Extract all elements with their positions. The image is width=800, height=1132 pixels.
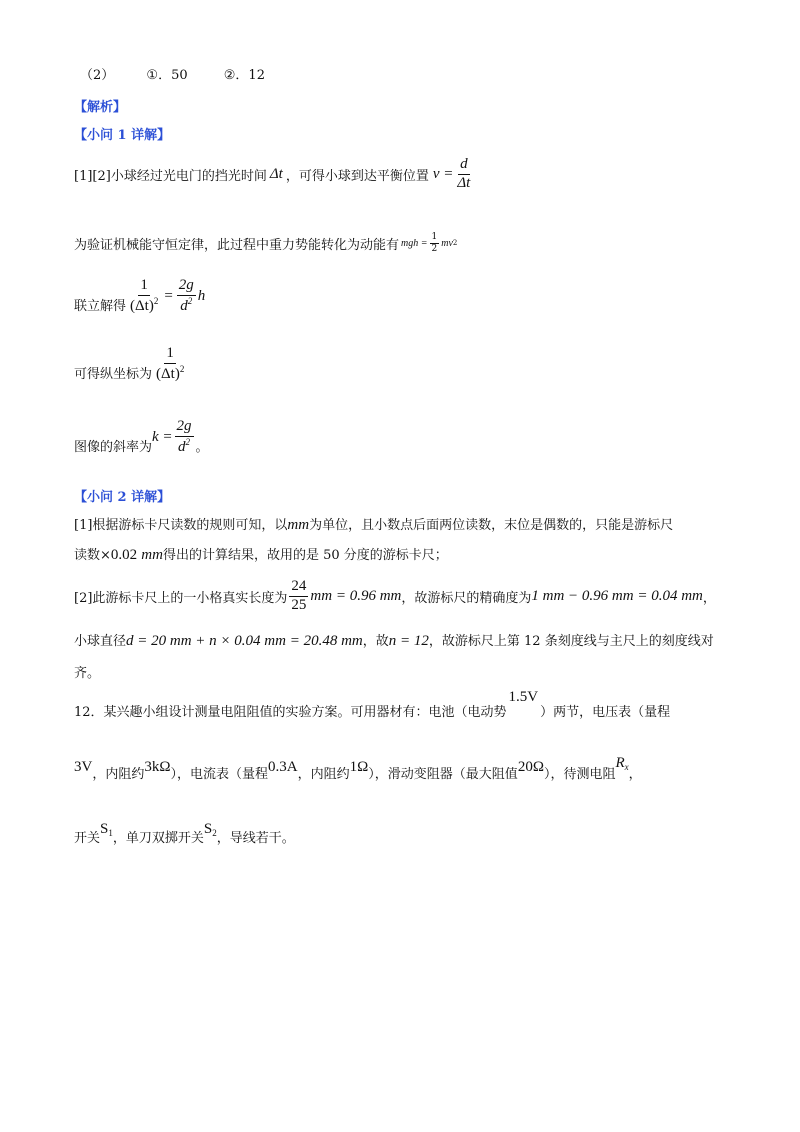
energy-rhs: mv <box>441 237 453 249</box>
q2-line-1-b: 为单位，且小数点后面两位读数，末位是偶数的，只能是游标尺 <box>309 518 674 533</box>
q2-line-1-a: [1]根据游标卡尺读数的规则可知，以 <box>74 518 288 533</box>
q1-line-4 <box>74 342 188 386</box>
answer-line <box>80 64 265 83</box>
slope-numerator: 2g <box>175 418 194 436</box>
unit-length-numerator: 24 <box>289 578 308 596</box>
q1-line-5 <box>74 414 209 460</box>
q1-line-5-end: 。 <box>195 439 209 455</box>
velocity-fraction <box>455 156 472 192</box>
q12-line-2-d: ），电流表（量程 <box>170 767 269 782</box>
slope-lhs: k = <box>152 428 173 445</box>
q2-line-4-c: ，故 <box>362 634 389 649</box>
answer-option-1: ①．50 <box>146 68 188 83</box>
precision-value: 0.02 <box>110 547 138 563</box>
s1-symbol: $S_1$ <box>100 821 113 838</box>
q12-line-2-g: ），待测电阻 <box>543 767 616 782</box>
ordinate-fraction <box>154 345 186 383</box>
precision-equation: 1 mm − 0.96 mm = 0.04 mm <box>531 587 703 604</box>
q1-line-2-text: 为验证机械能守恒定律，此过程中重力势能转化为动能有 <box>74 237 400 253</box>
q2-line-2-b: 得出的计算结果，故用的是 50 分度的游标卡尺； <box>162 548 448 563</box>
q1-line-4-text: 可得纵坐标为 <box>74 366 153 382</box>
unit-mm-2: mm <box>141 547 163 563</box>
solve-equals: = <box>164 287 173 304</box>
q2-line-4 <box>74 630 714 650</box>
q2-line-2-a: 读数× <box>74 548 111 563</box>
energy-fraction <box>430 232 440 254</box>
answer-option-2: ②．12 <box>223 68 265 83</box>
q12-line-3-i: 开关 <box>74 831 101 846</box>
q2-line-3-a: [2]此游标卡尺上的一小格真实长度为 <box>74 590 288 606</box>
solve-rhs-fraction <box>177 277 196 315</box>
analysis-heading: 【解析】 <box>74 100 127 115</box>
q1-line-2 <box>74 226 457 260</box>
rheostat-max: 20Ω <box>517 759 544 775</box>
unit-length-result: mm = 0.96 mm <box>310 587 402 604</box>
q2-line-3-e: ， <box>702 590 716 606</box>
slope-fraction <box>175 418 194 456</box>
solve-lhs-fraction <box>128 277 160 315</box>
n-equation: n = 12 <box>388 633 429 649</box>
ordinate-numerator: 1 <box>164 345 176 363</box>
solve-lhs-numerator: 1 <box>138 277 150 295</box>
slope-denominator: $d^2$ <box>178 436 191 455</box>
q2-line-4-a: 小球直径 <box>74 634 127 649</box>
q12-line-1-a: 12．某兴趣小组设计测量电阻阻值的实验方案。可用器材有：电池（电动势 <box>74 705 507 720</box>
unit-length-fraction <box>289 578 308 614</box>
q2-line-2 <box>74 544 448 564</box>
q12-line-2-h: ， <box>628 767 642 782</box>
q12-line-1 <box>74 690 670 720</box>
solve-lhs-denominator: $(\Delta t)^2$ <box>130 295 159 314</box>
q2-line-5: 齐。 <box>74 666 101 681</box>
ammeter-resistance: 1Ω <box>349 759 369 775</box>
q12-line-1-b: ）两节，电压表（量程 <box>540 705 671 720</box>
q1-line-3 <box>74 272 205 320</box>
q1-line-3-text: 联立解得 <box>74 298 127 314</box>
rx-symbol: $R_x$ <box>615 755 629 772</box>
energy-numerator: 1 <box>431 232 438 243</box>
energy-denominator: 2 <box>431 243 438 254</box>
solve-h: h <box>197 287 206 304</box>
unit-mm: mm <box>287 517 310 533</box>
q12-line-2-f: ），滑动变阻器（最大阻值 <box>368 767 518 782</box>
diameter-equation: d = 20 mm + n × 0.04 mm = 20.48 mm <box>126 633 363 649</box>
voltmeter-range: 3V <box>74 759 93 775</box>
q2-heading: 【小问 2 详解】 <box>74 490 171 505</box>
q12-line-3-k: ，导线若干。 <box>216 831 295 846</box>
q1-line-1-mid: ，可得小球到达平衡位置 <box>285 168 429 184</box>
velocity-lhs: v = <box>432 165 454 182</box>
velocity-denominator: Δt <box>457 174 471 191</box>
q1-heading: 【小问 1 详解】 <box>74 128 171 143</box>
delta-t: Δt <box>269 165 283 182</box>
q1-line-5-text: 图像的斜率为 <box>74 439 153 455</box>
q2-line-4-e: ，故游标尺上第 12 条刻度线与主尺上的刻度线对 <box>428 634 714 649</box>
q1-line-1-text: [1][2]小球经过光电门的挡光时间 <box>74 168 267 184</box>
q12-line-2 <box>74 752 642 782</box>
q12-line-3-j: ，单刀双掷开关 <box>112 831 204 846</box>
voltmeter-resistance: 3kΩ <box>144 759 171 775</box>
velocity-numerator: d <box>458 156 470 174</box>
q2-line-1 <box>74 514 673 534</box>
q1-line-1 <box>74 152 474 196</box>
q12-line-2-c: ，内阻约 <box>92 767 145 782</box>
s2-symbol: $S_2$ <box>203 821 217 838</box>
energy-sup: 2 <box>452 239 458 247</box>
q12-line-3 <box>74 816 295 846</box>
q2-line-3 <box>74 576 716 616</box>
solve-rhs-numerator: 2g <box>177 277 196 295</box>
ammeter-range: 0.3A <box>268 759 298 775</box>
emf-value: 1.5V <box>508 689 539 705</box>
energy-lhs: mgh = <box>401 237 428 249</box>
answer-label: （2） <box>80 68 115 83</box>
ordinate-denominator: $(\Delta t)^2$ <box>156 363 185 382</box>
unit-length-denominator: 25 <box>291 596 307 613</box>
solve-rhs-denominator: $d^2$ <box>180 295 193 314</box>
q12-line-2-e: ，内阻约 <box>297 767 350 782</box>
q2-line-3-c: ，故游标尺的精确度为 <box>401 590 532 606</box>
